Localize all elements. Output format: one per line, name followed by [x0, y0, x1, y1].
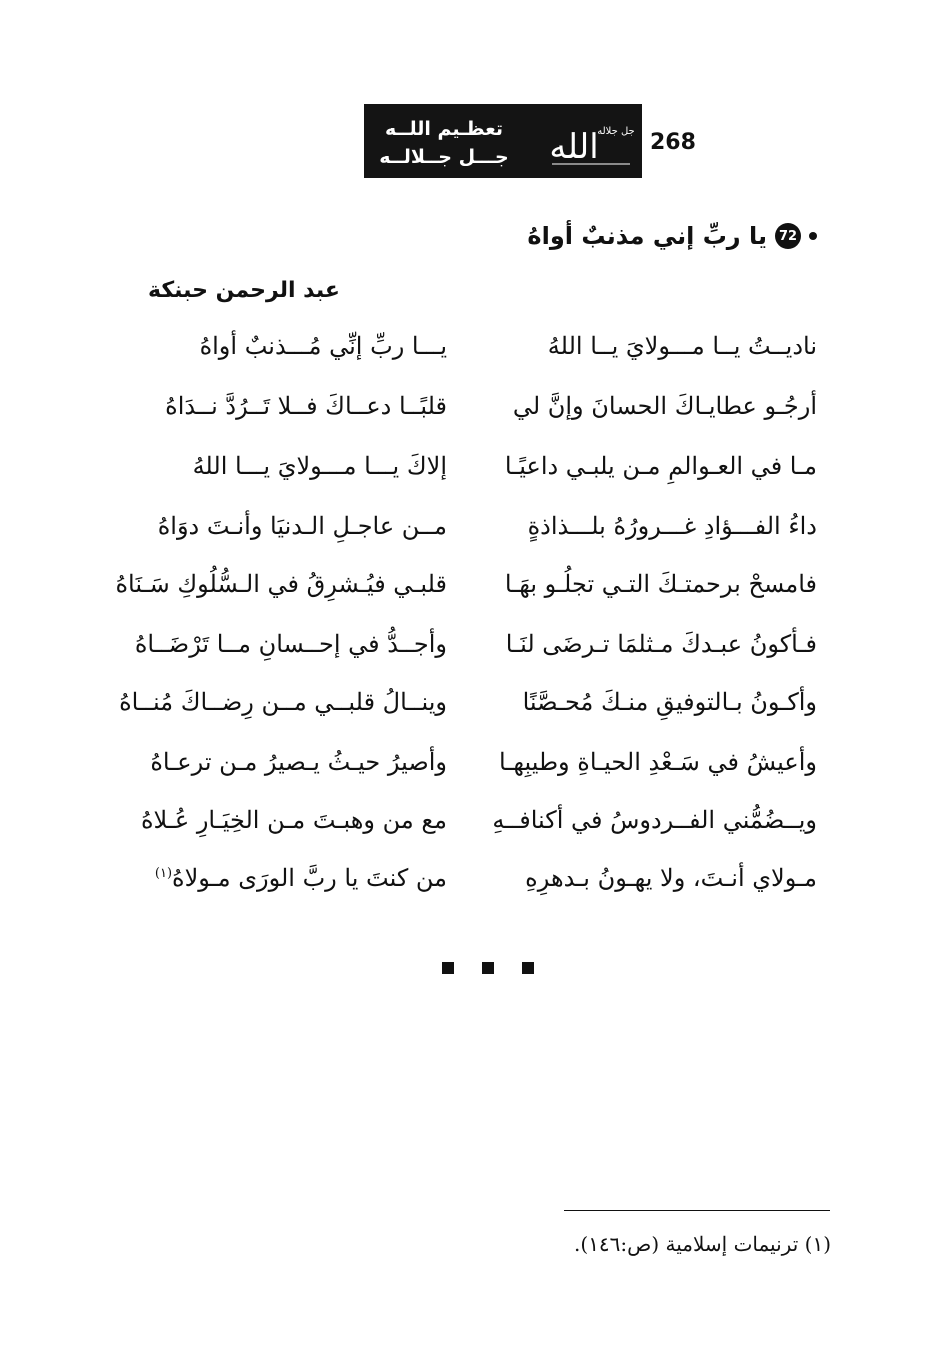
verse-7-right: وأكـونُ بـالتوفيقِ منـكَ مُحـصَّنًا — [522, 688, 817, 716]
header-title-line1: تعظـيم اللــه — [384, 118, 504, 140]
poem-number-badge: 72 — [775, 223, 801, 249]
emblem-text: الله — [549, 127, 599, 167]
verse-6-right: فـأكونُ عبـدكَ مـثلمَا تـرضَى لنَـا — [505, 630, 817, 658]
verse-2-left: قلبًــا دعــاكَ فــلا تَــرُدَّ نــدَاهُ — [165, 392, 447, 420]
emblem-small-text: جل جلاله — [597, 126, 635, 137]
verse-7-left: وينــالُ قلبــي مــن رِضــاكَ مُنــاهُ — [119, 688, 447, 716]
verse-2-right: أرجُـو عطايـاكَ الحسانَ وإنَّ لي — [512, 392, 817, 420]
separator-square-icon — [442, 962, 454, 974]
verse-4-left: مــن عاجـلِ الـدنيَا وأنـتَ دوَاهُ — [157, 512, 447, 540]
verse-4-right: داءُ الفـــؤادِ غـــرورُهُ بلـــذاذةٍ — [527, 512, 817, 540]
verse-1-left: يـــا ربِّ إنِّي مُـــذنبٌ أواهُ — [199, 332, 447, 360]
verse-1-right: ناديــتُ يــا مـــولايَ يــا اللهُ — [547, 332, 817, 360]
footnote-text: (١) ترنيمات إسلامية (ص:١٤٦). — [574, 1232, 831, 1256]
verse-3-left: إلاكَ يـــا مـــولايَ يـــا اللهُ — [192, 452, 447, 480]
verse-10-right: مـولاي أنـتَ، ولا يهـونُ بـدهرِهِ — [525, 864, 817, 892]
page-number: 268 — [650, 130, 696, 155]
verse-8-left: وأصيرُ حيـثُ يـصيرُ مـن ترعـاهُ — [150, 748, 447, 776]
verse-10-left — [155, 864, 447, 892]
verse-5-right: فامسحْ برحمتـكَ التـي تجلُـو بهَـا — [504, 570, 817, 598]
verse-3-right: مـا في العـوالمِ مـن يلبـي داعيًـا — [504, 452, 817, 480]
verse-9-right: ويــضُمُّني الفــردوسُ في أكنافــهِ — [492, 806, 817, 834]
header-title-line2: جـــل جــلالــه — [379, 146, 509, 168]
footnote-rule — [564, 1210, 830, 1211]
verse-6-left: وأجــدُّ في إحــسانِ مــا تَرْضَــاهُ — [134, 630, 447, 658]
separator-square-icon — [522, 962, 534, 974]
verse-9-left: مع من وهبـتَ مـن الخِيَـارِ عُـلاهُ — [140, 806, 447, 834]
poem-title: يا ربِّ إني مذنبٌ أواهُ — [527, 222, 767, 250]
verse-8-right: وأعيشُ في سَـعْدِ الحيـاةِ وطيبِهـا — [499, 748, 817, 776]
footnote-marker: (١) — [154, 866, 173, 881]
section-separator — [442, 962, 534, 974]
verse-5-left: قلبـي فيُـشرِقُ في الـسُّلُوكِ سَـنَاهُ — [115, 570, 447, 598]
poem-author: عبد الرحمن حبنكة — [148, 278, 340, 303]
separator-square-icon — [482, 962, 494, 974]
verse-10-left-text: من كنتَ يا ربَّ الورَى مـولاهُ — [172, 864, 447, 892]
